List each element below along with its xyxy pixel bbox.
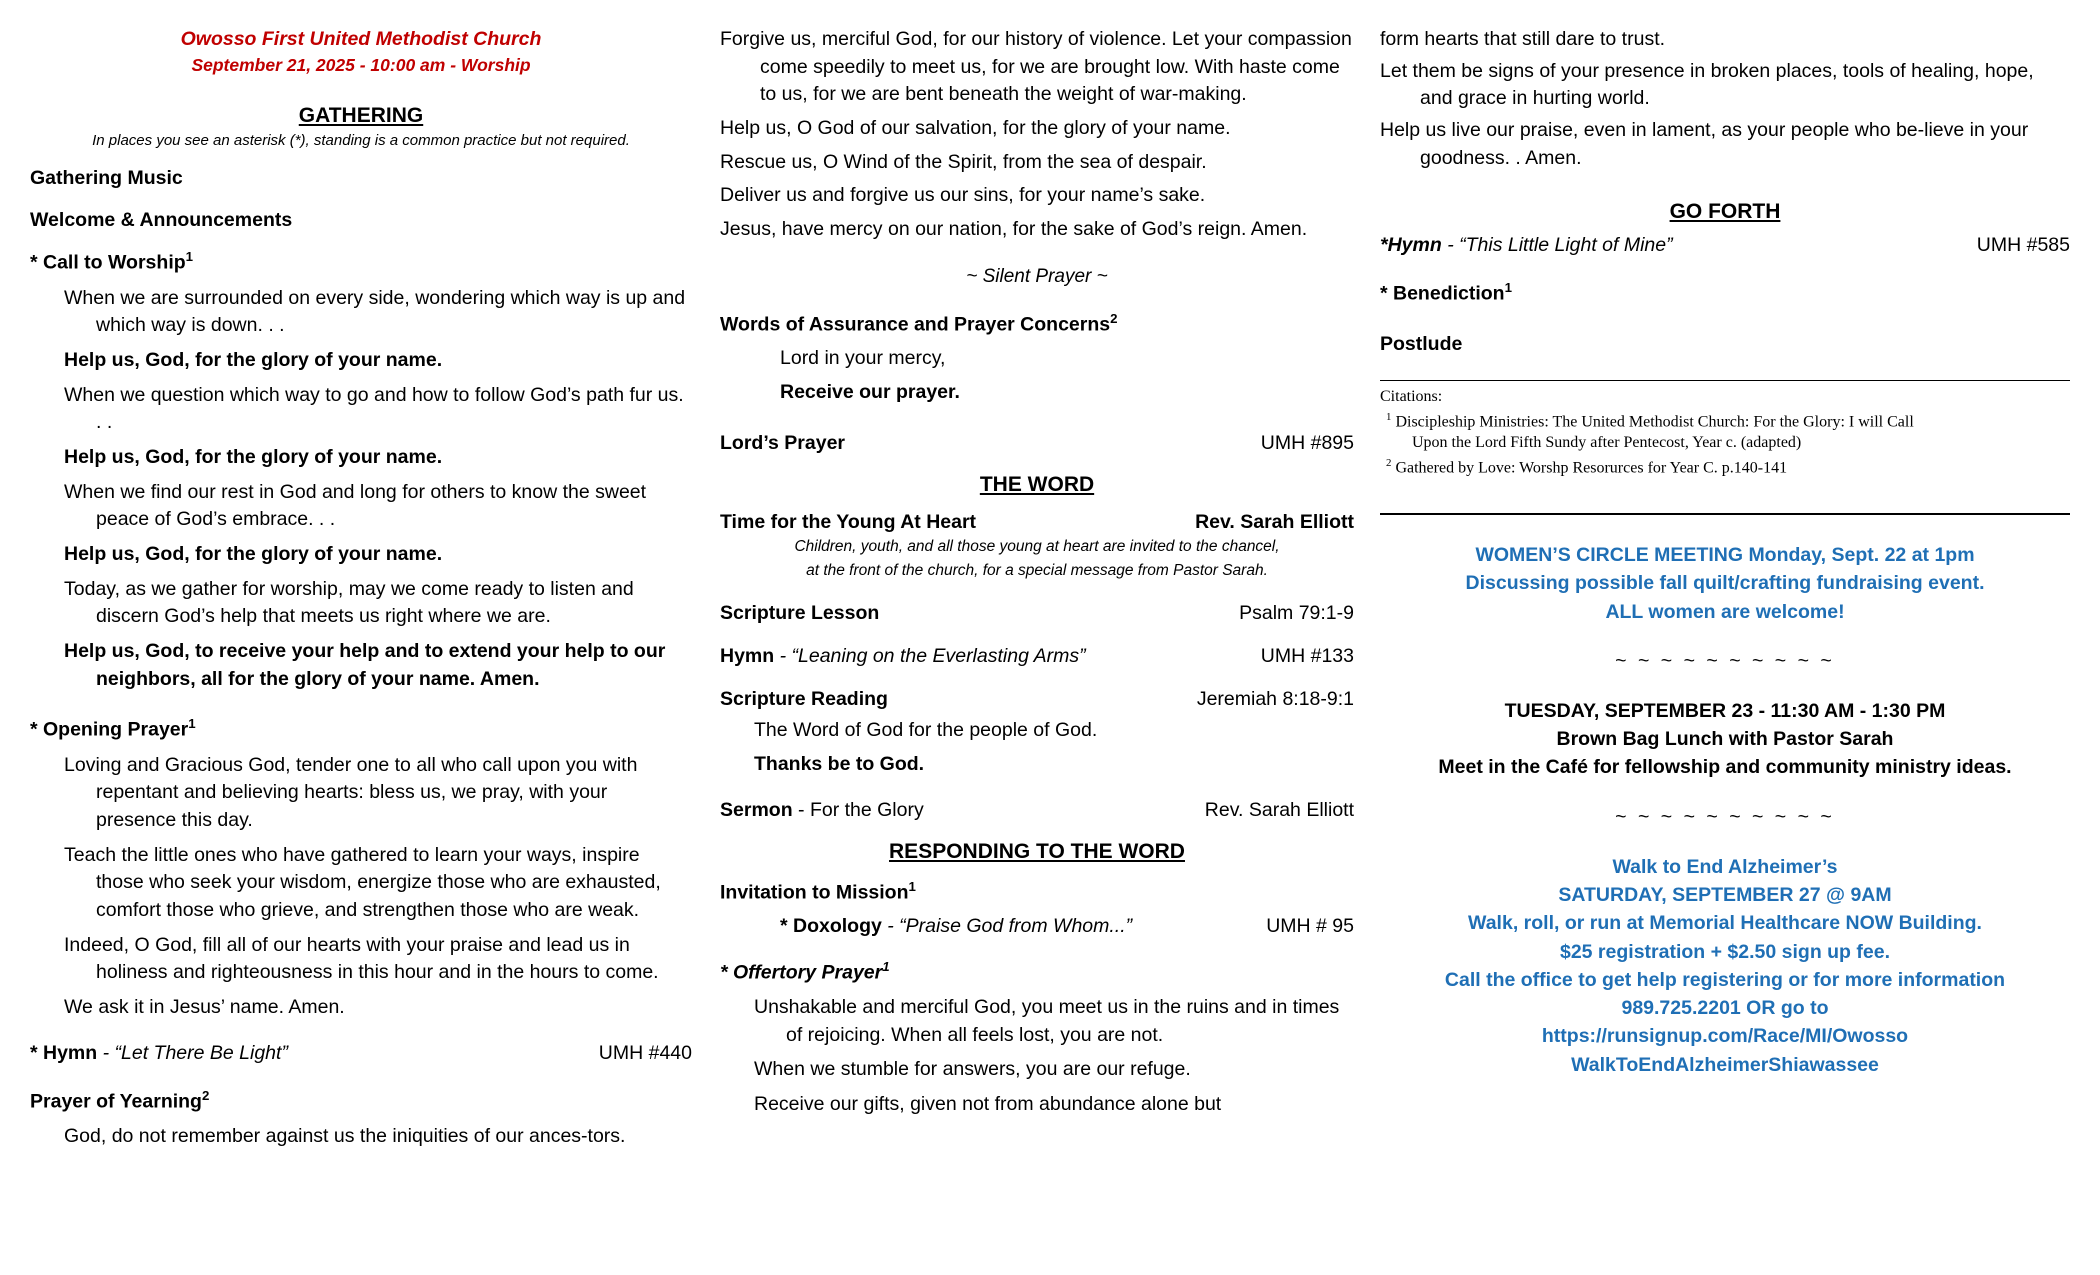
citation-text: Discipleship Ministries: The United Methodist Church: For the Glory: I will Call: [1395, 413, 1914, 431]
sermon-title: - For the Glory: [792, 798, 924, 821]
section-heading-go-forth: GO FORTH: [1669, 200, 1781, 224]
young-at-heart-note: at the front of the church, for a special message from Pastor Sarah.: [806, 562, 1268, 580]
call-to-worship-text: * Call to Worship: [30, 251, 186, 274]
citation-text: Gathered by Love: Worshp Resorurces for Year C. p.140-141: [1395, 459, 1788, 477]
yearning-line: Forgive us, merciful God, for our history of violence. Let your compassion come speedily to meet us, for we are brought low. With haste come to us, for we are bent beneath the weight of war-making.: [720, 28, 1352, 106]
opening-prayer-text: * Opening Prayer: [30, 718, 189, 741]
postlude-label: Postlude: [1380, 332, 1463, 355]
announcement-line: TUESDAY, SEPTEMBER 23 - 11:30 AM - 1:30 PM: [1504, 699, 1946, 722]
doxology-number: UMH # 95: [1266, 914, 1354, 937]
welcome-announcements-label: Welcome & Announcements: [30, 208, 293, 231]
call-line: Help us, God, to receive your help and to extend your help to our neighbors, all for the glory of your name. Amen.: [64, 640, 666, 690]
asterisk-note: In places you see an asterisk (*), standing is a common practice but not required.: [92, 131, 630, 149]
prayer-of-yearning-footnote: 2: [201, 1087, 210, 1103]
announcement-line: 989.725.2201 OR go to: [1621, 997, 1829, 1020]
column-one: [30, 26, 720, 1265]
citation-continuation: Upon the Lord Fifth Sundy after Pentecost, Year c. (adapted): [1412, 434, 1802, 452]
young-at-heart-leader: Rev. Sarah Elliott: [1195, 511, 1354, 534]
assurance-response: Receive our prayer.: [780, 380, 960, 403]
citation-entry: [1386, 456, 2070, 479]
announcement-separator: ~ ~ ~ ~ ~ ~ ~ ~ ~ ~: [1615, 805, 1835, 828]
service-datetime: September 21, 2025 - 10:00 am - Worship: [191, 55, 531, 76]
offertory-prayer-label: [720, 958, 1354, 987]
citations-divider: [1380, 380, 2070, 381]
call-line: Today, as we gather for worship, may we come ready to listen and discern God’s help that meets us right where we are.: [64, 577, 634, 628]
announcements-divider: [1380, 513, 2070, 515]
prayer-of-yearning-text: Prayer of Yearning: [30, 1090, 202, 1113]
citation-entry: [1386, 410, 2070, 433]
announcement-line: WalkToEndAlzheimerShiawassee: [1571, 1053, 1879, 1076]
section-heading-gathering: GATHERING: [298, 103, 424, 127]
hymn-label: * Hymn: [30, 1041, 98, 1064]
offertory-line: When we stumble for answers, you are our refuge.: [754, 1058, 1191, 1081]
announcement-brown-bag-lunch: [1380, 697, 2070, 782]
offertory-line: Help us live our praise, even in lament, as your people who be-lieve in your goodness. . Amen.: [1380, 119, 2029, 169]
sermon-label: Sermon: [720, 798, 793, 821]
announcement-line: WOMEN’S CIRCLE MEETING Monday, Sept. 22 at 1pm: [1475, 544, 1975, 567]
yearning-line: Deliver us and forgive us our sins, for your name’s sake.: [720, 184, 1206, 207]
hymn-label: Hymn: [720, 645, 775, 668]
offertory-line: Unshakable and merciful God, you meet us in the ruins and in times of rejoicing. When all feels lost, you are not.: [754, 995, 1340, 1046]
lords-prayer-row: [720, 432, 1354, 455]
scripture-reading-row: [720, 688, 1354, 711]
announcement-separator: ~ ~ ~ ~ ~ ~ ~ ~ ~ ~: [1615, 649, 1835, 672]
scripture-response-call: The Word of God for the people of God.: [754, 719, 1098, 742]
scripture-lesson-reference: Psalm 79:1-9: [1239, 602, 1354, 625]
words-of-assurance-label: [720, 310, 1354, 339]
section-heading-responding: RESPONDING TO THE WORD: [889, 839, 1185, 863]
call-line: When we find our rest in God and long for others to know the sweet peace of God’s embrace. . .: [64, 480, 647, 531]
call-to-worship-footnote: 1: [185, 249, 194, 265]
opening-prayer-label: [30, 715, 692, 744]
yearning-line: God, do not remember against us the iniquities of our ances-tors.: [64, 1125, 626, 1147]
citations-title: Citations:: [1380, 388, 1443, 406]
words-of-assurance-text: Words of Assurance and Prayer Concerns: [720, 313, 1111, 336]
announcement-walk-to-end-alzheimers: [1380, 853, 2070, 1079]
prayer-of-yearning-label: [30, 1087, 692, 1116]
opening-prayer-line: We ask it in Jesus’ name. Amen.: [64, 996, 345, 1019]
lords-prayer-label: Lord’s Prayer: [720, 432, 845, 455]
doxology-row: [780, 915, 1354, 938]
opening-prayer-line: Indeed, O God, fill all of our hearts with your praise and lead us in holiness and righteousness in this hour and in the hours to come.: [64, 933, 659, 984]
hymn-title: - “This Little Light of Mine”: [1441, 234, 1673, 257]
church-name: Owosso First United Methodist Church: [180, 28, 542, 50]
citation-marker: 2: [1386, 457, 1392, 470]
offertory-line: form hearts that still dare to trust.: [1380, 28, 1666, 50]
hymn-title: - “Leaning on the Everlasting Arms”: [774, 645, 1086, 668]
scripture-reading-reference: Jeremiah 8:18-9:1: [1196, 688, 1354, 711]
young-at-heart-label: Time for the Young At Heart: [720, 511, 977, 534]
call-line: Help us, God, for the glory of your name.: [64, 543, 443, 565]
invitation-footnote: 1: [908, 878, 916, 894]
announcement-line: $25 registration + $2.50 sign up fee.: [1559, 940, 1890, 963]
yearning-line: Jesus, have mercy on our nation, for the sake of God’s reign. Amen.: [720, 218, 1308, 241]
call-line: When we are surrounded on every side, wondering which way is up and which way is down. . .: [64, 286, 686, 337]
offertory-prayer-text: * Offertory Prayer: [720, 961, 883, 984]
hymn-row: [30, 1042, 692, 1065]
column-three: [1380, 26, 2070, 1265]
hymn-number: UMH #440: [598, 1041, 692, 1064]
hymn-number: UMH #585: [1976, 234, 2070, 257]
offertory-line: Let them be signs of your presence in broken places, tools of healing, hope, and grace in hurting world.: [1380, 59, 2034, 110]
yearning-line: Help us, O God of our salvation, for the glory of your name.: [720, 117, 1231, 140]
opening-prayer-line: Teach the little ones who have gathered to learn your ways, inspire those who seek your wisdom, energize those who are exhausted, comfort those who grieve, and strengthen those who are weak.: [64, 843, 661, 922]
words-of-assurance-footnote: 2: [1110, 310, 1118, 326]
announcement-line: Walk to End Alzheimer’s: [1612, 855, 1838, 878]
announcement-registration-url[interactable]: https://runsignup.com/Race/MI/Owosso: [1541, 1025, 1909, 1048]
silent-prayer: ~ Silent Prayer ~: [966, 265, 1108, 287]
call-line: Help us, God, for the glory of your name.: [64, 445, 443, 468]
offertory-line: Receive our gifts, given not from abundance alone but: [754, 1093, 1222, 1116]
announcement-line: ALL women are welcome!: [1605, 600, 1845, 623]
scripture-lesson-row: [720, 602, 1354, 625]
scripture-response-reply: Thanks be to God.: [754, 752, 925, 775]
announcement-women-circle: [1380, 541, 2070, 626]
sermon-row: [720, 799, 1354, 822]
announcement-line: Meet in the Café for fellowship and community ministry ideas.: [1438, 756, 2012, 779]
benediction-text: * Benediction: [1380, 282, 1505, 305]
doxology-label: * Doxology: [780, 914, 882, 937]
opening-prayer-line: Loving and Gracious God, tender one to all who call upon you with repentant and believing hearts: bless us, we pray, with your presence this day.: [64, 753, 638, 831]
hymn-title: - “Let There Be Light”: [97, 1041, 288, 1064]
announcement-line: Call the office to get help registering or for more information: [1444, 968, 2006, 991]
opening-prayer-footnote: 1: [188, 716, 196, 732]
offertory-footnote: 1: [882, 958, 890, 974]
benediction-footnote: 1: [1504, 280, 1512, 296]
assurance-call: Lord in your mercy,: [780, 347, 946, 369]
announcement-line: Walk, roll, or run at Memorial Healthcare NOW Building.: [1468, 912, 1982, 935]
scripture-reading-label: Scripture Reading: [720, 688, 888, 711]
hymn-label-wrap: [720, 645, 1086, 668]
column-two: [720, 26, 1380, 1265]
hymn-label-wrap: [30, 1042, 288, 1065]
gathering-music-label: Gathering Music: [30, 166, 183, 189]
young-at-heart-note: Children, youth, and all those young at heart are invited to the chancel,: [794, 538, 1280, 556]
announcement-line: SATURDAY, SEPTEMBER 27 @ 9AM: [1558, 884, 1892, 907]
hymn-label: *Hymn: [1380, 234, 1442, 257]
announcement-line: Discussing possible fall quilt/crafting fundraising event.: [1465, 572, 1985, 595]
citations-block: [1380, 387, 2070, 479]
section-heading-the-word: THE WORD: [979, 473, 1095, 497]
hymn-number: UMH #133: [1260, 645, 1354, 668]
doxology-title: - “Praise God from Whom...”: [881, 914, 1133, 937]
call-line: Help us, God, for the glory of your name.: [64, 348, 443, 371]
hymn-row: [1380, 234, 2070, 257]
announcement-line: Brown Bag Lunch with Pastor Sarah: [1556, 728, 1894, 751]
call-to-worship-label: [30, 248, 692, 277]
sermon-leader: Rev. Sarah Elliott: [1204, 798, 1354, 821]
benediction-label: [1380, 279, 2070, 308]
hymn-label-wrap: [1380, 234, 1673, 257]
doxology-label-wrap: [780, 915, 1132, 938]
call-line: When we question which way to go and how to follow God’s path fur us. . .: [64, 383, 684, 434]
young-at-heart-row: [720, 511, 1354, 534]
invitation-to-mission-label: [720, 878, 1354, 907]
lords-prayer-number: UMH #895: [1260, 432, 1354, 455]
invitation-to-mission-text: Invitation to Mission: [720, 881, 909, 904]
scripture-lesson-label: Scripture Lesson: [720, 602, 880, 625]
yearning-line: Rescue us, O Wind of the Spirit, from the sea of despair.: [720, 150, 1207, 173]
hymn-row: [720, 645, 1354, 668]
citation-marker: 1: [1386, 411, 1392, 424]
sermon-label-wrap: [720, 799, 924, 822]
